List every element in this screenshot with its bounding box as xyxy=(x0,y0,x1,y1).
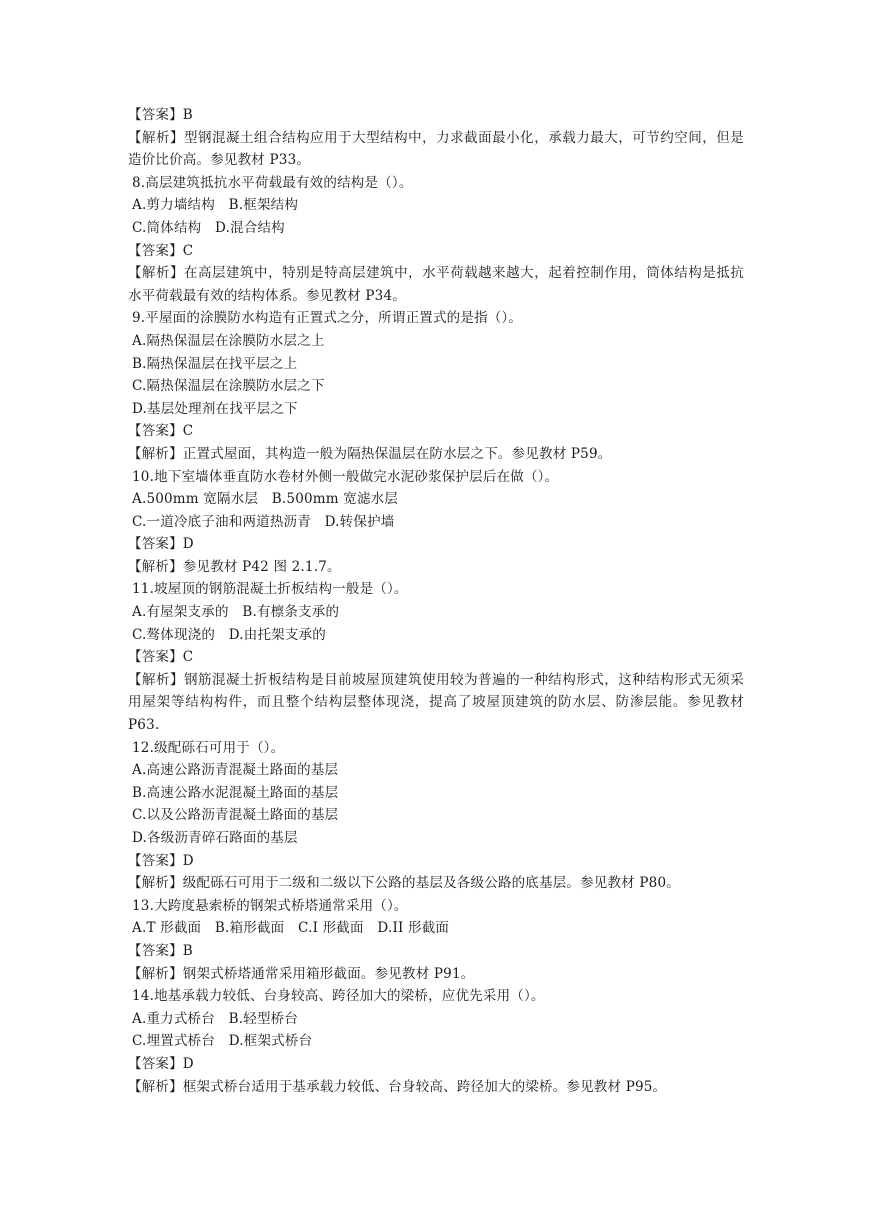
option-line: C.筒体结构 D.混合结构 xyxy=(132,219,285,236)
analysis-paragraph: 【解析】在高层建筑中，特别是特高层建筑中，水平荷载越来越大，起着控制作用，筒体结构是抵抗水平荷载最有效的结构体系。参见教材 P34。 xyxy=(128,265,744,304)
answer-line: 【答案】C xyxy=(128,242,194,259)
answer-line: 【答案】D xyxy=(128,536,194,553)
analysis-paragraph: 【解析】钢筋混凝土折板结构是目前坡屋顶建筑使用较为普遍的一种结构形式，这种结构形式无须采用屋架等结构构件，而且整个结构层整体现浇，提高了坡屋顶建筑的防水层、防渗层能。参见教材 P63. xyxy=(128,671,744,734)
question-line: 11.坡屋顶的钢筋混凝土折板结构一般是（）。 xyxy=(132,581,408,598)
analysis-paragraph: 【解析】型钢混凝土组合结构应用于大型结构中，力求截面最小化，承载力最大，可节约空间，但是造价比价高。参见教材 P33。 xyxy=(128,129,744,169)
answer-line: 【答案】C xyxy=(128,649,194,666)
option-line: D.基层处理剂在找平层之下 xyxy=(132,400,298,417)
option-line: C.以及公路沥青混凝土路面的基层 xyxy=(132,807,339,824)
question-line: 10.地下室墙体垂直防水卷材外侧一般做完水泥砂浆保护层后在做（）。 xyxy=(132,468,559,485)
option-line: C.埋置式桥台 D.框架式桥台 xyxy=(132,1033,313,1050)
analysis-line: 【解析】级配砾石可用于二级和二级以下公路的基层及各级公路的底基层。参见教材 P80。 xyxy=(128,875,680,892)
option-line: C.隔热保温层在涂膜防水层之下 xyxy=(132,378,325,395)
option-line: A.T 形截面 B.箱形截面 C.I 形截面 D.II 形截面 xyxy=(132,920,450,937)
analysis-line: 【解析】钢架式桥塔通常采用箱形截面。参见教材 P91。 xyxy=(128,965,475,982)
option-line: A.隔热保温层在涂膜防水层之上 xyxy=(132,332,325,349)
option-line: B.隔热保温层在找平层之上 xyxy=(132,355,298,372)
analysis-line: 【解析】框架式桥台适用于基承载力较低、台身较高、跨径加大的梁桥。参见教材 P95。 xyxy=(128,1078,667,1095)
option-line: C.一道冷底子油和两道热沥青 D.转保护墙 xyxy=(132,513,395,530)
question-line: 12.级配砾石可用于（）。 xyxy=(132,739,285,756)
analysis-line: 【解析】正置式屋面，其构造一般为隔热保温层在防水层之下。参见教材 P59。 xyxy=(128,445,612,462)
answer-line: 【答案】B xyxy=(128,107,193,123)
document-body xyxy=(128,104,744,1098)
answer-line: 【答案】B xyxy=(128,942,193,959)
answer-line: 【答案】D xyxy=(128,1055,194,1072)
question-line: 14.地基承载力较低、台身较高、跨径加大的梁桥，应优先采用（）。 xyxy=(132,988,545,1005)
option-line: C.骜体现浇的 D.由托架支承的 xyxy=(132,626,326,643)
option-line: A.有屋架支承的 B.有檩条支承的 xyxy=(132,604,340,621)
analysis-line: 【解析】参见教材 P42 图 2.1.7。 xyxy=(128,558,341,575)
option-line: A.重力式桥台 B.轻型桥台 xyxy=(132,1010,299,1027)
option-line: A.500mm 宽隔水层 B.500mm 宽滤水层 xyxy=(132,491,399,508)
question-line: 8.高层建筑抵抗水平荷载最有效的结构是（）。 xyxy=(132,174,413,191)
option-line: A.高速公路沥青混凝土路面的基层 xyxy=(132,762,339,779)
option-line: D.各级沥青碎石路面的基层 xyxy=(132,830,298,846)
option-line: B.高速公路水泥混凝土路面的基层 xyxy=(132,784,339,801)
answer-line: 【答案】C xyxy=(128,423,194,440)
question-line: 13.大跨度悬索桥的钢架式桥塔通常采用（）。 xyxy=(132,897,408,914)
answer-line: 【答案】D xyxy=(128,852,194,869)
question-line: 9.平屋面的涂膜防水构造有正置式之分，所谓正置式的是指（）。 xyxy=(132,310,523,327)
option-line: A.剪力墙结构 B.框架结构 xyxy=(132,197,299,214)
